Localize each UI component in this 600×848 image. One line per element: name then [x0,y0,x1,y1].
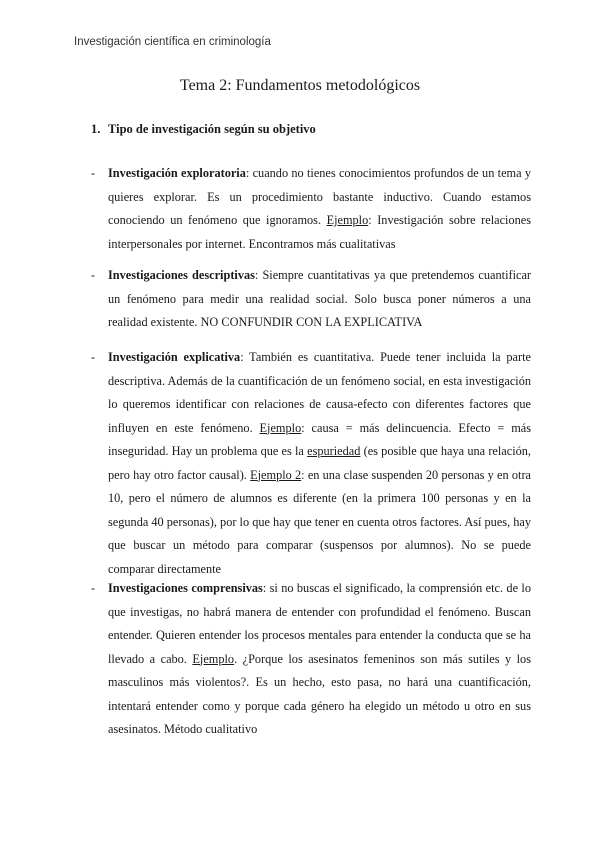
item-text: : También es cuantitativa. Puede tener incluida la parte descriptiva. Además de la cuantificación de un fenómeno social, en esta investigación lo queremos identificar con relaciones de causa-efecto con diferentes factores que influyen en este fenómeno. [108,350,531,435]
item-term: Investigación exploratoria [108,166,246,180]
list-item-explicativa [91,346,531,581]
item-text: : en una clase suspenden 20 personas y en otra 10, pero el número de alumnos es diferente (en la primera 100 personas y en la segunda 40 personas), por lo que hay que tener en cuenta otros factores. Así pues, hay que buscar un método para comparar (suspensos por alumnos). No se puede comparar directamente [108,467,531,576]
item-paragraph [108,346,531,581]
item-text: : cuando no tienes conocimientos profundos de un tema y quieres explorar. Es un procedimiento bastante inductivo. Cuando estamos conociendo un fenómeno que ignoramos. [108,166,531,227]
example-label: Ejemplo [259,420,302,435]
section-label: Tipo de investigación según su objetivo [108,122,316,136]
item-text: : si no buscas el significado, la comprensión etc. de lo que investigas, no habrá manera de entender con profundidad el fenómeno. Buscan entender. Quieren entender los procesos mentales para entender la conducta que se ha llevado a cabo. [108,581,531,666]
list-item-descriptivas [91,264,531,335]
bullet-dash: - [91,350,96,364]
item-term: Investigaciones comprensivas [108,581,263,595]
item-paragraph [108,162,531,256]
item-text: : Investigación sobre relaciones interpersonales por internet. Encontramos más cualitativas [108,213,531,251]
item-text: : Siempre cuantitativas ya que pretendemos cuantificar un fenómeno para medir una realidad social. Solo busca poner números a una realidad existente. NO CONFUNDIR CON LA EXPLICATIVA [108,268,532,329]
section-number: 1. [91,122,101,136]
item-text: . ¿Porque los asesinatos femeninos son más sutiles y los masculinos más violentos?. Es un hecho, esto pasa, no hará una cuantificación, intentará entender como y porque cada género ha elegido un método u otro en sus asesinatos. Método cualitativo [108,651,531,736]
list-item-comprensivas [91,577,531,742]
item-term: Investigación explicativa [108,350,241,364]
item-paragraph [108,577,531,742]
term-underlined: espuriedad [307,444,361,458]
section-heading [91,122,316,137]
document-header: Investigación científica en criminología [74,36,271,48]
list-item-exploratoria [91,162,531,256]
example-label: Ejemplo [192,651,235,666]
bullet-dash: - [91,268,96,282]
bullet-dash: - [91,581,96,595]
example-label: Ejemplo [326,213,369,227]
page-title: Tema 2: Fundamentos metodológicos [179,77,421,94]
item-text: (es posible que haya una relación, pero hay otro factor causal). [108,444,531,482]
item-text: : causa = más delincuencia. Efecto = más inseguridad. Hay un problema que es la [108,420,532,458]
item-paragraph [108,264,531,335]
bullet-dash: - [91,166,96,180]
example-label: Ejemplo 2 [250,467,302,482]
item-term: Investigaciones descriptivas [108,268,255,282]
